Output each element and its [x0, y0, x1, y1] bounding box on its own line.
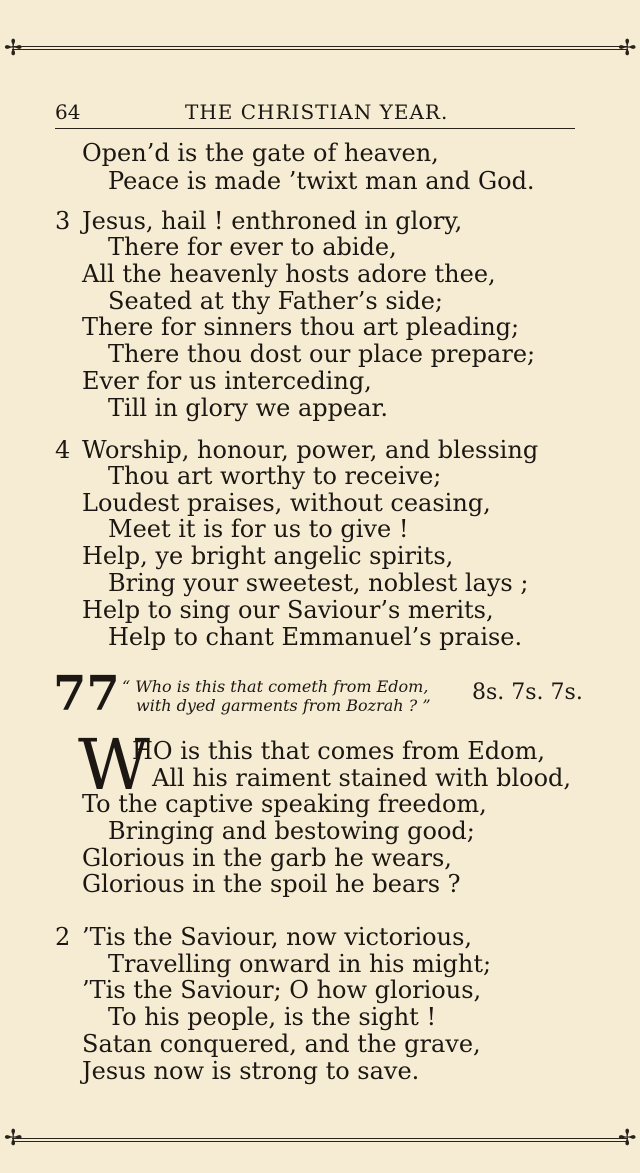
verse-line: Thou art worthy to receive; [108, 462, 442, 490]
verse-line: Bringing and bestowing good; [108, 817, 475, 845]
verse-line: Till in glory we appear. [108, 394, 388, 422]
verse-line: To the captive speaking freedom, [82, 790, 487, 818]
bottom-border-rule [12, 1138, 628, 1139]
page-number: 64 [55, 100, 81, 124]
verse-line: There for ever to abide, [108, 233, 397, 261]
header-rule [55, 128, 575, 129]
top-border-rule [12, 46, 628, 47]
corner-ornament-icon: ✢ [4, 36, 23, 61]
running-title: THE CHRISTIAN YEAR. [185, 100, 449, 124]
stanza-number: 4 [55, 436, 71, 464]
verse-line: ’Tis the Saviour; O how glorious, [82, 976, 482, 1004]
verse-line: Glorious in the spoil he bears ? [82, 870, 461, 898]
hymn-epigraph: with dyed garments from Bozrah ? ” [136, 696, 431, 715]
verse-line: Worship, honour, power, and blessing [82, 436, 539, 464]
corner-ornament-icon: ✢ [618, 36, 637, 61]
verse-line: Satan conquered, and the grave, [82, 1030, 481, 1058]
hymn-meter: 8s. 7s. 7s. [472, 680, 583, 705]
verse-line: Meet it is for us to give ! [108, 515, 409, 543]
verse-line: Help to chant Emmanuel’s praise. [108, 623, 523, 651]
verse-line: All the heavenly hosts adore thee, [82, 260, 496, 288]
drop-cap: W [78, 724, 150, 806]
verse-line: Peace is made ’twixt man and God. [108, 167, 535, 195]
verse-line: Help, ye bright angelic spirits, [82, 542, 454, 570]
verse-line: To his people, is the sight ! [108, 1003, 437, 1031]
hymn-epigraph: “ Who is this that cometh from Edom, [122, 677, 429, 696]
page-header [55, 100, 575, 130]
corner-ornament-icon: ✢ [618, 1126, 637, 1151]
verse-line: Loudest praises, without ceasing, [82, 489, 491, 517]
verse-line: All his raiment stained with blood, [152, 764, 572, 792]
verse-line: Travelling onward in his might; [108, 950, 492, 978]
verse-line: Open’d is the gate of heaven, [82, 139, 439, 167]
verse-line: Glorious in the garb he wears, [82, 844, 452, 872]
hymn-number: 77 [53, 666, 120, 722]
verse-line: Jesus now is strong to save. [82, 1057, 420, 1085]
verse-line: Help to sing our Saviour’s merits, [82, 596, 494, 624]
corner-ornament-icon: ✢ [4, 1126, 23, 1151]
verse-line: There for sinners thou art pleading; [82, 313, 520, 341]
verse-line: Bring your sweetest, noblest lays ; [108, 569, 529, 597]
stanza-number: 3 [55, 207, 71, 235]
verse-line: Jesus, hail ! enthroned in glory, [82, 207, 463, 235]
verse-line: Seated at thy Father’s side; [108, 287, 443, 315]
verse-line: There thou dost our place prepare; [108, 340, 536, 368]
verse-line: HO is this that comes from Edom, [132, 737, 545, 765]
stanza-number: 2 [55, 923, 71, 951]
verse-line: Ever for us interceding, [82, 367, 372, 395]
verse-line: ’Tis the Saviour, now victorious, [82, 923, 473, 951]
